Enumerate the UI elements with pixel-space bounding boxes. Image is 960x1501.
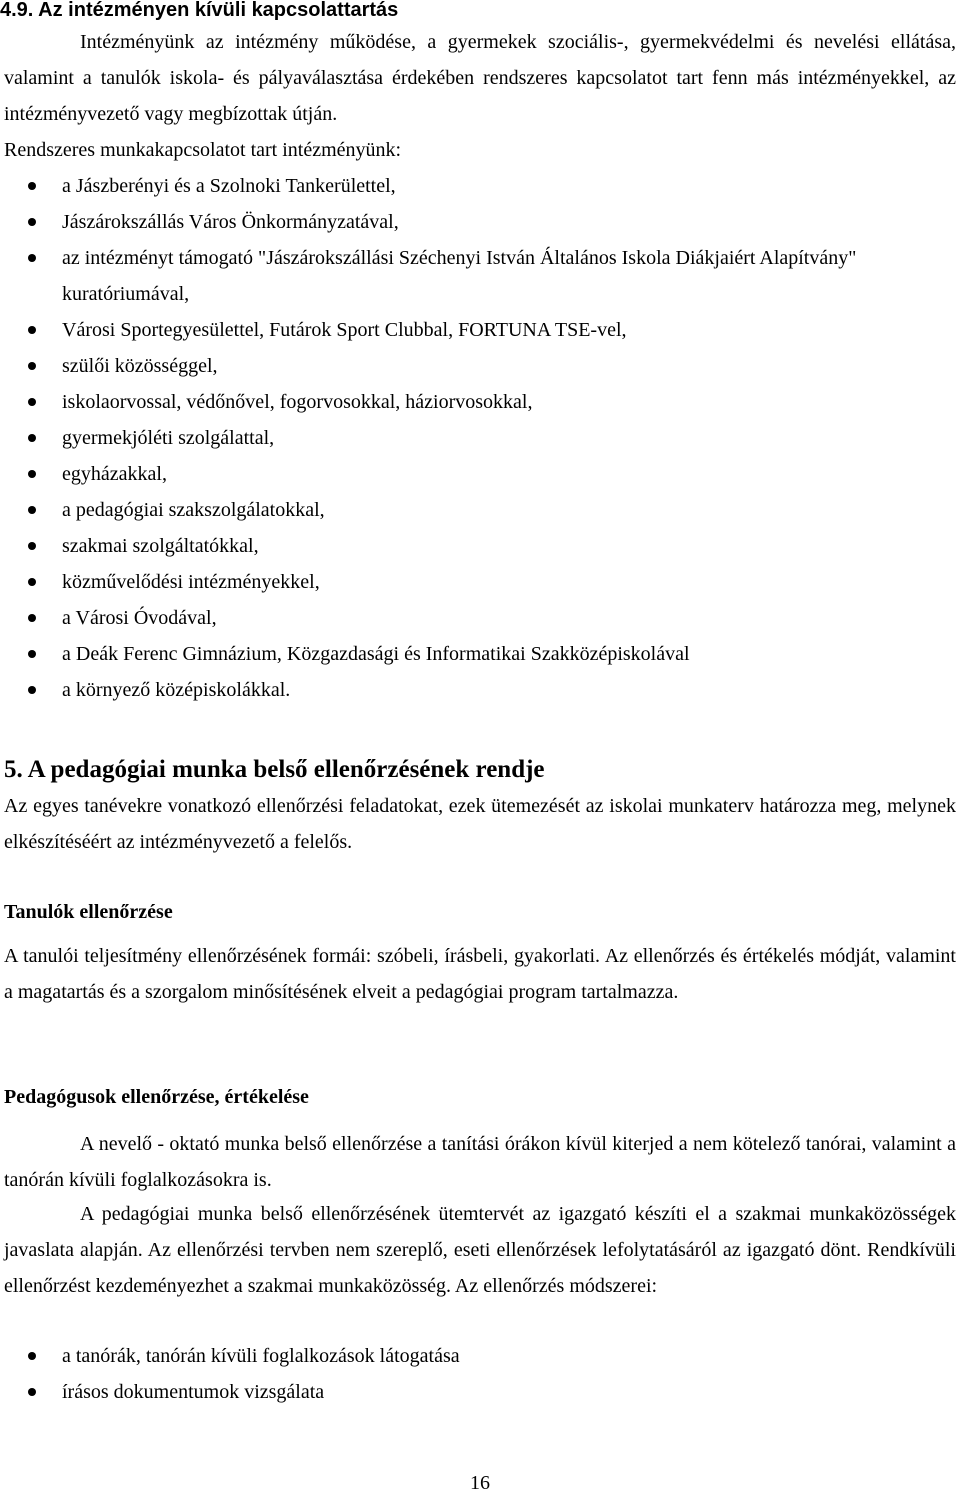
list-item: iskolaorvossal, védőnővel, fogorvosokkal, háziorvosokkal, [0, 384, 952, 420]
list-item: a Jászberényi és a Szolnoki Tankerülettel, [0, 168, 952, 204]
page-number: 16 [470, 1472, 490, 1494]
partner-list [0, 168, 952, 708]
list-item: a Városi Óvodával, [0, 600, 952, 636]
bullet-icon [28, 578, 36, 586]
list-item: a Deák Ferenc Gimnázium, Közgazdasági és Informatikai Szakközépiskolával [0, 636, 952, 672]
bullet-icon [28, 1352, 36, 1360]
section-heading-4-9: 4.9. Az intézményen kívüli kapcsolattartás [0, 0, 399, 21]
bullet-icon [28, 398, 36, 406]
section-5-intro: Az egyes tanévekre vonatkozó ellenőrzési feladatokat, ezek ütemezését az iskolai munkaterv határozza meg, melynek elkészítéséért az intézményvezető a felelős. [4, 795, 956, 853]
list-item: a környező középiskolákkal. [0, 672, 952, 708]
methods-list [0, 1338, 952, 1410]
bullet-icon [28, 470, 36, 478]
teachers-heading: Pedagógusok ellenőrzése, értékelése [4, 1086, 309, 1108]
section-4-9-lead: Rendszeres munkakapcsolatot tart intézményünk: [4, 139, 402, 161]
list-item: szakmai szolgáltatókkal, [0, 528, 952, 564]
teachers-paragraph-1: A nevelő - oktató munka belső ellenőrzése a tanítási órákon kívül kiterjed a nem kötelező tanórai, valamint a tanórán kívüli foglalkozásokra is. [4, 1133, 956, 1191]
teachers-paragraph-2: A pedagógiai munka belső ellenőrzésének ütemtervét az igazgató készíti el a szakmai munkaközösségek javaslata alapján. Az ellenőrzési tervben nem szereplő, eseti ellenőrzések lefolytatásáról az igazgató dönt. Rendkívüli ellenőrzést kezdeményezhet a szakmai munkaközösség. Az ellenőrzés módszerei: [4, 1203, 956, 1297]
bullet-icon [28, 182, 36, 190]
bullet-icon [28, 1388, 36, 1396]
bullet-icon [28, 542, 36, 550]
list-item: a tanórák, tanórán kívüli foglalkozások látogatása [0, 1338, 952, 1374]
students-heading: Tanulók ellenőrzése [4, 901, 173, 923]
bullet-icon [28, 650, 36, 658]
bullet-icon [28, 506, 36, 514]
list-item: szülői közösséggel, [0, 348, 952, 384]
students-text: A tanulói teljesítmény ellenőrzésének formái: szóbeli, írásbeli, gyakorlati. Az ellenőrzés és értékelés módját, valamint a magatartás és a szorgalom minősítésének elveit a pedagógiai program tartalmazza. [4, 945, 956, 1003]
list-item: Városi Sportegyesülettel, Futárok Sport Clubbal, FORTUNA TSE-vel, [0, 312, 952, 348]
list-item: Jászárokszállás Város Önkormányzatával, [0, 204, 952, 240]
bullet-icon [28, 254, 36, 262]
bullet-icon [28, 218, 36, 226]
list-item: a pedagógiai szakszolgálatokkal, [0, 492, 952, 528]
bullet-icon [28, 614, 36, 622]
list-item: egyházakkal, [0, 456, 952, 492]
section-heading-5: 5. A pedagógiai munka belső ellenőrzésének rendje [4, 756, 545, 783]
bullet-icon [28, 434, 36, 442]
list-item: írásos dokumentumok vizsgálata [0, 1374, 952, 1410]
section-4-9-intro: Intézményünk az intézmény működése, a gyermekek szociális-, gyermekvédelmi és nevelési ellátása, valamint a tanulók iskola- és pályaválasztása érdekében rendszeres kapcsolatot tart fenn más intézményekkel, az intézményvezető vagy megbízottak útján. [4, 31, 956, 125]
list-item: gyermekjóléti szolgálattal, [0, 420, 952, 456]
bullet-icon [28, 326, 36, 334]
list-item: közművelődési intézményekkel, [0, 564, 952, 600]
bullet-icon [28, 362, 36, 370]
bullet-icon [28, 686, 36, 694]
list-item: az intézményt támogató "Jászárokszállási Széchenyi István Általános Iskola Diákjaiért Alapítvány" kuratóriumával, [0, 240, 952, 312]
